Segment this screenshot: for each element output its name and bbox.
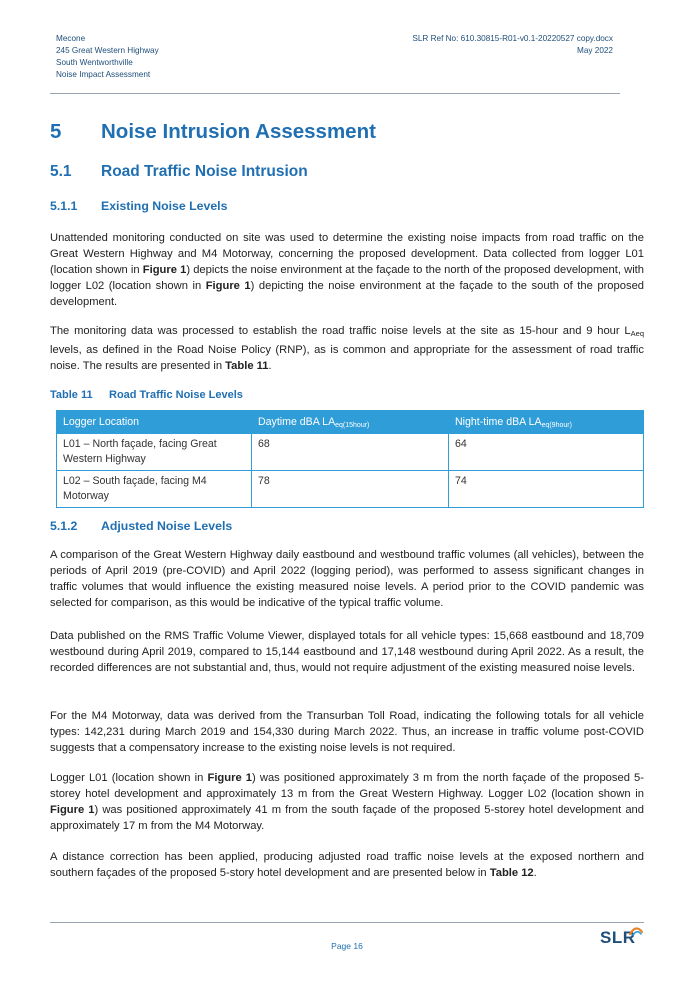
- paragraph-processing: The monitoring data was processed to establish the road traffic noise levels at the site as 15-hour and 9 hour $L_{Aeq}$ levels, as defined in the Road Noise Policy (RNP), as is common and appropriate for the assessment of road traffic noise. The results are presented in Table 11.: [50, 325, 644, 372]
- figure-reference: Figure 1: [207, 772, 253, 784]
- slr-logo-mark-icon: [629, 926, 643, 936]
- section-heading: [50, 120, 376, 144]
- table-row: [57, 471, 644, 508]
- header-client: Mecone: [56, 34, 86, 43]
- cell-nighttime-level: 64: [449, 434, 644, 471]
- cell-daytime-level: 78: [252, 471, 449, 508]
- document-header-right: [412, 33, 613, 57]
- subsubsection-title: Adjusted Noise Levels: [101, 519, 233, 533]
- column-header-logger-location: Logger Location: [57, 411, 252, 434]
- header-ref-no: SLR Ref No: 610.30815-R01-v0.1-20220527 copy.docx: [412, 34, 613, 43]
- paragraph-rms-data: Data published on the RMS Traffic Volume Viewer, displayed totals for all vehicle types: 15,668 eastbound and 18,709 westbound during April 2019, compared to 15,144 eastbound and 17,148 westbound during April 2022. As a result, the recorded differences are not substantial and, thus, would not require adjustment of the existing measured noise levels.: [50, 630, 644, 674]
- paragraph-traffic-comparison: A comparison of the Great Western Highway daily eastbound and westbound traffic volumes (all vehicles), between the periods of April 2019 (pre-COVID) and April 2022 (logging period), was performed to assess significant changes in traffic volumes that would influence the existing measured noise levels. A period prior to the COVID pandemic was selected for comparison, as this would be indicative of the typical traffic volume.: [50, 549, 644, 609]
- subsection-title: Road Traffic Noise Intrusion: [101, 163, 308, 180]
- header-report-title: Noise Impact Assessment: [56, 70, 151, 79]
- cell-location: L02 – South façade, facing M4 Motorway: [57, 471, 252, 508]
- table-caption: [50, 389, 243, 401]
- header-divider: [50, 93, 620, 94]
- section-title: Noise Intrusion Assessment: [101, 120, 376, 143]
- paragraph-m4-data: For the M4 Motorway, data was derived from the Transurban Toll Road, indicating the following totals for all vehicle types: 142,231 during March 2019 and 154,330 during March 2022. Thus, an increase in traffic volume post-COVID suggests that a compensatory increase to the existing noise levels is not required.: [50, 710, 644, 754]
- subsubsection-number: 5.1.2: [50, 519, 78, 533]
- header-suburb: South Wentworthville: [56, 58, 133, 67]
- subsubsection-heading-existing: [50, 199, 227, 213]
- paragraph-monitoring: Unattended monitoring conducted on site was used to determine the existing noise impacts from road traffic on the Great Western Highway and M4 Motorway, concerning the proposed development. Data collected from logger L01 (location shown in Figure 1) depicts the noise environment at the façade to the north of the proposed development, with logger L02 (location shown in Figure 1) depicting the noise environment at the façade to the south of the proposed development.: [50, 232, 645, 308]
- table-title: Road Traffic Noise Levels: [109, 389, 243, 401]
- column-header-nighttime: Night-time dBA $LA_{eq(9hour)}$: [449, 411, 644, 434]
- paragraph-logger-positions: Logger L01 (location shown in Figure 1) was positioned approximately 3 m from the north façade of the proposed 5-storey hotel development and approximately 13 m from the Great Western Highway. Logger L02 (location shown in Figure 1) was positioned approximately 41 m from the south façade of the proposed 5-storey hotel development and approximately 17 m from the M4 Motorway.: [50, 772, 645, 832]
- figure-reference: Figure 1: [50, 804, 95, 816]
- cell-nighttime-level: 74: [449, 471, 644, 508]
- slr-logo: SLR: [600, 928, 636, 947]
- footer-divider: [50, 922, 644, 923]
- page-number: Page 16: [331, 941, 363, 951]
- column-header-daytime: Daytime dBA $LA_{eq(15hour)}$: [252, 411, 449, 434]
- table-reference: Table 12: [489, 867, 534, 879]
- table-number: Table 11: [50, 389, 93, 401]
- subsubsection-number: 5.1.1: [50, 199, 78, 213]
- subsubsection-title: Existing Noise Levels: [101, 199, 228, 213]
- paragraph-distance-correction: A distance correction has been applied, producing adjusted road traffic noise levels at the exposed northern and southern façades of the proposed 5-story hotel development and are presented below in Table 12.: [50, 851, 644, 879]
- document-header-left: [56, 33, 159, 81]
- subsection-heading: [50, 163, 308, 181]
- table-reference: Table 11: [225, 360, 269, 372]
- header-date: May 2022: [577, 46, 613, 55]
- table-row: [57, 434, 644, 471]
- header-address: 245 Great Western Highway: [56, 46, 159, 55]
- subsection-number: 5.1: [50, 163, 72, 180]
- noise-levels-table: [56, 410, 644, 508]
- cell-daytime-level: 68: [252, 434, 449, 471]
- cell-location: L01 – North façade, facing Great Western Highway: [57, 434, 252, 471]
- table-header-row: [57, 411, 644, 434]
- section-number: 5: [50, 120, 62, 143]
- figure-reference: Figure 1: [142, 264, 187, 276]
- figure-reference: Figure 1: [205, 280, 251, 292]
- subsubsection-heading-adjusted: [50, 519, 232, 533]
